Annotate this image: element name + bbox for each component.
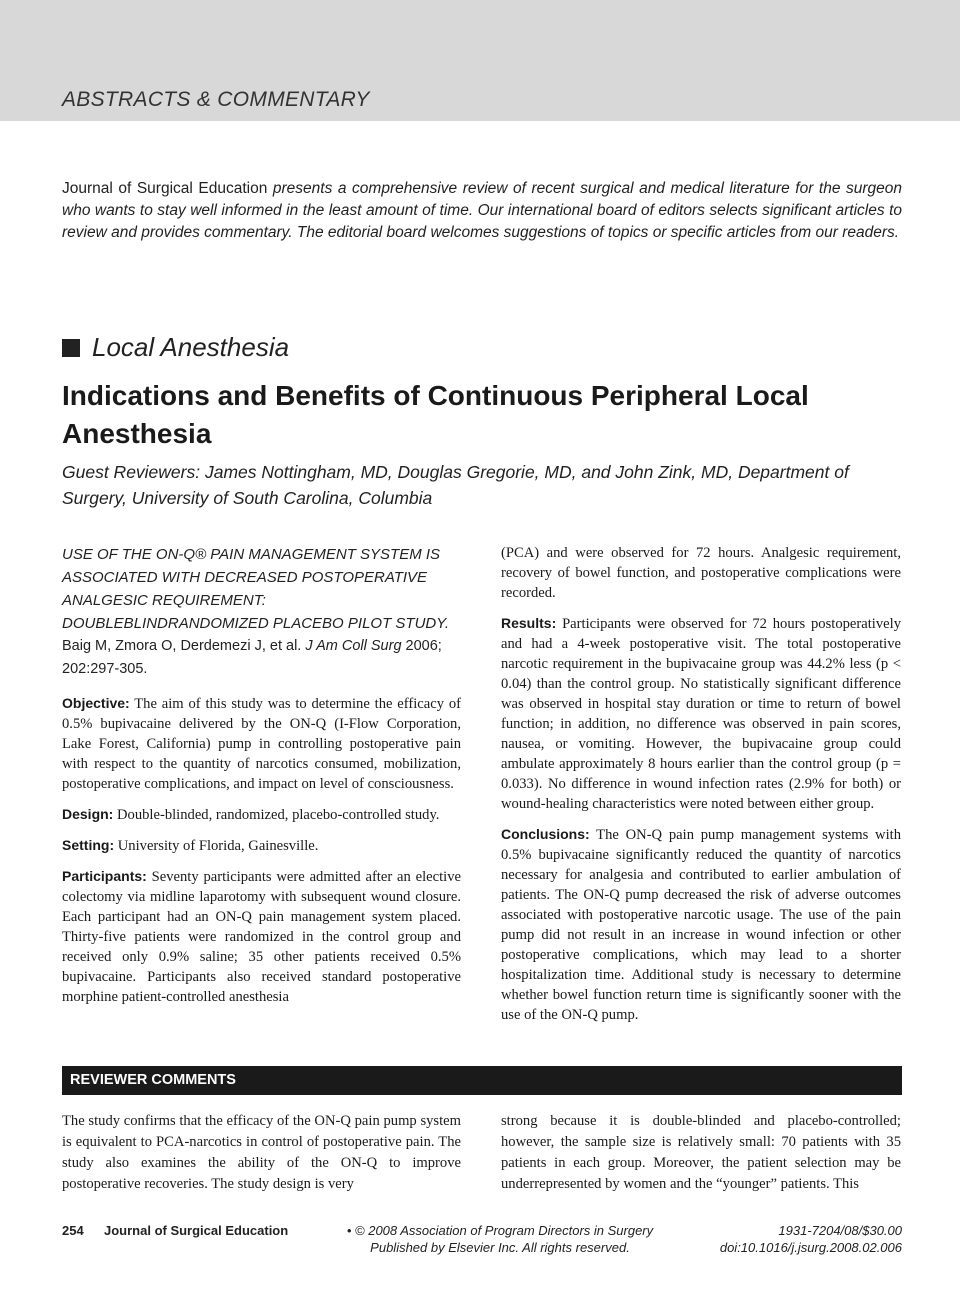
footer-identifiers (720, 1222, 902, 1256)
page-number: 254 (62, 1223, 84, 1238)
footer-journal: Journal of Surgical Education (104, 1223, 289, 1238)
setting-paragraph (62, 835, 461, 856)
abstract-column-left (62, 543, 461, 1017)
objective-label: Objective: (62, 695, 130, 711)
section-title: Local Anesthesia (92, 332, 290, 362)
intro-paragraph (62, 178, 902, 243)
participants-paragraph (62, 866, 461, 1007)
abstract-column-right (501, 543, 901, 1035)
participants-text: Seventy participants were admitted after an elective colectomy via midline laparotomy with subsequent wound closure. Each participant had an ON-Q pain management system placed. Thirty-five patients were randomized in the control group and received only 0.9% saline; 35 other patients received 0.5% bupivacaine. Participants also received standard postoperative morphine patient-controlled anesthesia (62, 869, 461, 1005)
conclusions-text: The ON-Q pain pump management systems with 0.5% bupivacaine significantly reduced the quantity of narcotics necessary for analgesia and contributed to earlier ambulation of patients. The ON-Q pump decreased the risk of adverse outcomes associated with postoperative narcotic usage. The use of the pain pump did not result in an increase in wound infection or other postoperative complications, which may lead to a shorter hospitalization time. Additional study is necessary to determine whether bowel function return time is significantly sooner with the use of the ON-Q pump. (501, 827, 901, 1023)
reviewer-comments-heading: REVIEWER COMMENTS (62, 1066, 902, 1095)
footer-issn: 1931-7204/08/$30.00 (778, 1223, 902, 1238)
objective-text: The aim of this study was to determine the efficacy of 0.5% bupivacaine delivered by the ON-Q (I-Flow Corporation, Lake Forest, California) pump in controlling postoperative pain with respect to the quantity of narcotics consumed, mobilization, postoperative complications, and impact on level of consciousness. (62, 696, 461, 792)
design-text: Double-blinded, randomized, placebo-controlled study. (113, 807, 440, 823)
citation-authors: Baig M, Zmora O, Derdemezi J, et al. (62, 638, 306, 654)
citation-journal: J Am Coll Surg (305, 638, 402, 654)
setting-label: Setting: (62, 837, 115, 853)
design-label: Design: (62, 806, 114, 822)
citation-rest: 2006; 202:297-305. (62, 638, 442, 677)
section-label: ABSTRACTS & COMMENTARY (62, 88, 370, 111)
design-paragraph (62, 804, 461, 825)
intro-journal: Journal of Surgical Education (62, 180, 268, 197)
square-bullet-icon (62, 339, 80, 357)
footer-copyright-block (310, 1222, 690, 1256)
section-heading (62, 332, 289, 363)
results-paragraph (501, 613, 901, 814)
conclusions-label: Conclusions: (501, 826, 590, 842)
setting-text: University of Florida, Gainesville. (114, 838, 319, 854)
guest-reviewers: Guest Reviewers: James Nottingham, MD, Douglas Gregorie, MD, and John Zink, MD, Department of Surgery, University of South Carolina, Columbia (62, 462, 849, 508)
footer-doi: doi:10.1016/j.jsurg.2008.02.006 (719, 1240, 902, 1255)
participants-label: Participants: (62, 868, 147, 884)
conclusions-paragraph (501, 824, 901, 1025)
citation (62, 635, 461, 680)
objective-paragraph (62, 693, 461, 794)
footer-copyright: • © 2008 Association of Program Directors in Surgery (346, 1223, 654, 1238)
article-title: Indications and Benefits of Continuous Peripheral Local Anesthesia (62, 380, 809, 449)
reviewer-comments-left: The study confirms that the efficacy of the ON-Q pain pump system is equivalent to PCA-narcotics in control of postoperative pain. The study also examines the ability of the ON-Q to improve postoperative recoveries. The study design is very (62, 1113, 461, 1192)
reviewer-comments-right: strong because it is double-blinded and placebo-controlled; however, the sample size is relatively small: 70 patients with 35 patients in each group. Moreover, the patient selection may be underrepresented by women and the “younger” patients. This (501, 1113, 901, 1192)
header-band (0, 0, 960, 121)
participants-continued: (PCA) and were observed for 72 hours. Analgesic requirement, recovery of bowel function, and postoperative complications were recorded. (501, 545, 901, 601)
results-label: Results: (501, 615, 557, 631)
footer-publisher: Published by Elsevier Inc. All rights reserved. (370, 1240, 630, 1255)
abstract-title: USE OF THE ON-Q® PAIN MANAGEMENT SYSTEM IS ASSOCIATED WITH DECREASED POSTOPERATIVE ANALGESIC REQUIREMENT: DOUBLEBLINDRANDOMIZED PLACEBO PILOT STUDY. (62, 546, 450, 632)
results-text: Participants were observed for 72 hours postoperatively and had a 4-week postoperative visit. The total postoperative narcotic requirement in the bupivacaine group was 44.2% less (p < 0.04) than the control group. No statistically significant difference was observed in hospital stay duration or time to return of bowel function; in addition, no difference was observed in pain scores, nausea, or vomiting. However, the bupivacaine group could ambulate approximately 8 hours earlier than the control group (p = 0.033). No difference in wound infection rates (2.9% for both) or wound-healing characteristics were noted between either group. (501, 616, 901, 812)
intro-text: presents a comprehensive review of recent surgical and medical literature for the surgeon who wants to stay well informed in the least amount of time. Our international board of editors selects significant articles to review and provides commentary. The editorial board welcomes suggestions of topics or specific articles from our readers. (62, 180, 903, 241)
